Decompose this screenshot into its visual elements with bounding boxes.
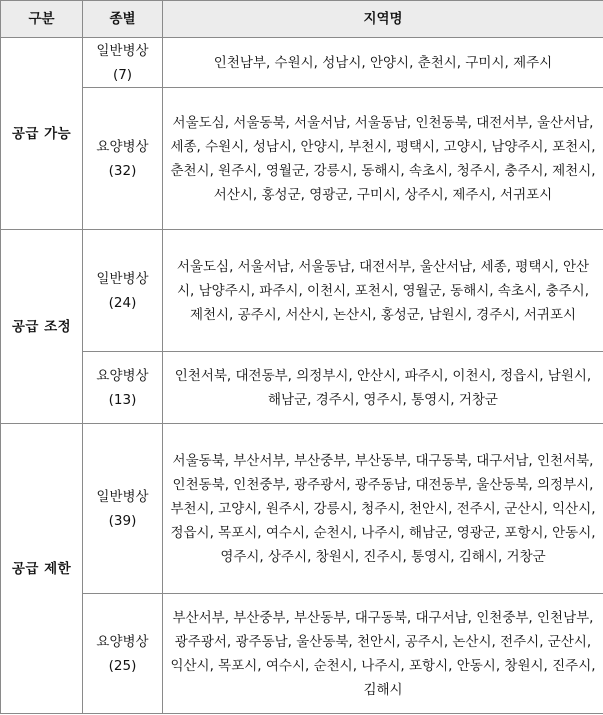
type-count: (13) xyxy=(108,391,137,408)
type-count: (24) xyxy=(108,294,137,311)
regions-cell: 서울도심, 서울동북, 서울서남, 서울동남, 인천동북, 대전서부, 울산서남, 세종, 수원시, 성남시, 안양시, 부천시, 평택시, 고양시, 남양주시, 포천시, 춘천시, 원주시, 영월군, 강릉시, 동해시, 속초시, 청주시, 충주시, 제천시, 서산시, 홍성군, 영광군, 구미시, 상주시, 제주시, 서귀포시 xyxy=(163,88,603,230)
header-type: 종별 xyxy=(83,1,163,38)
regions-cell: 인천남부, 수원시, 성남시, 안양시, 춘천시, 구미시, 제주시 xyxy=(163,38,603,88)
group-label-supply-restricted: 공급 제한 xyxy=(1,424,83,714)
table-row xyxy=(1,424,603,594)
type-cell xyxy=(83,88,163,230)
regions-cell: 인천서북, 대전동부, 의정부시, 안산시, 파주시, 이천시, 정읍시, 남원시, 해남군, 경주시, 영주시, 통영시, 거창군 xyxy=(163,352,603,424)
regions-cell: 서울도심, 서울서남, 서울동남, 대전서부, 울산서남, 세종, 평택시, 안산시, 남양주시, 파주시, 이천시, 포천시, 영월군, 동해시, 속초시, 충주시, 제천시, 공주시, 서산시, 논산시, 홍성군, 남원시, 경주시, 서귀포시 xyxy=(163,230,603,352)
type-count: (39) xyxy=(108,512,137,529)
type-cell xyxy=(83,594,163,714)
header-group: 구분 xyxy=(1,1,83,38)
header-regions: 지역명 xyxy=(163,1,603,38)
type-name: 요양병상 xyxy=(96,633,149,650)
type-cell xyxy=(83,230,163,352)
type-cell xyxy=(83,38,163,88)
type-name: 일반병상 xyxy=(96,42,149,59)
type-cell xyxy=(83,424,163,594)
header-row xyxy=(1,1,603,38)
type-count: (7) xyxy=(112,66,133,83)
table-row xyxy=(1,594,603,714)
table-row xyxy=(1,38,603,88)
group-label-supply-available: 공급 가능 xyxy=(1,38,83,230)
table-row xyxy=(1,230,603,352)
table-row xyxy=(1,352,603,424)
type-cell xyxy=(83,352,163,424)
type-name: 요양병상 xyxy=(96,138,149,155)
table-row xyxy=(1,88,603,230)
group-label-supply-adjustment: 공급 조정 xyxy=(1,230,83,424)
type-name: 요양병상 xyxy=(96,367,149,384)
type-count: (25) xyxy=(108,657,137,674)
regions-cell: 부산서부, 부산중부, 부산동부, 대구동북, 대구서남, 인천중부, 인천남부, 광주광서, 광주동남, 울산동북, 천안시, 공주시, 논산시, 전주시, 군산시, 익산시, 목포시, 여수시, 순천시, 나주시, 포항시, 안동시, 창원시, 진주시, 김해시 xyxy=(163,594,603,714)
regions-cell: 서울동북, 부산서부, 부산중부, 부산동부, 대구동북, 대구서남, 인천서북, 인천동북, 인천중부, 광주광서, 광주동남, 대전동부, 울산동북, 의정부시, 부천시, 고양시, 원주시, 강릉시, 청주시, 천안시, 전주시, 군산시, 익산시, 정읍시, 목포시, 여수시, 순천시, 나주시, 해남군, 영광군, 포항시, 안동시, 영주시, 상주시, 창원시, 진주시, 통영시, 김해시, 거창군 xyxy=(163,424,603,594)
type-name: 일반병상 xyxy=(96,270,149,287)
type-count: (32) xyxy=(108,162,137,179)
type-name: 일반병상 xyxy=(96,488,149,505)
